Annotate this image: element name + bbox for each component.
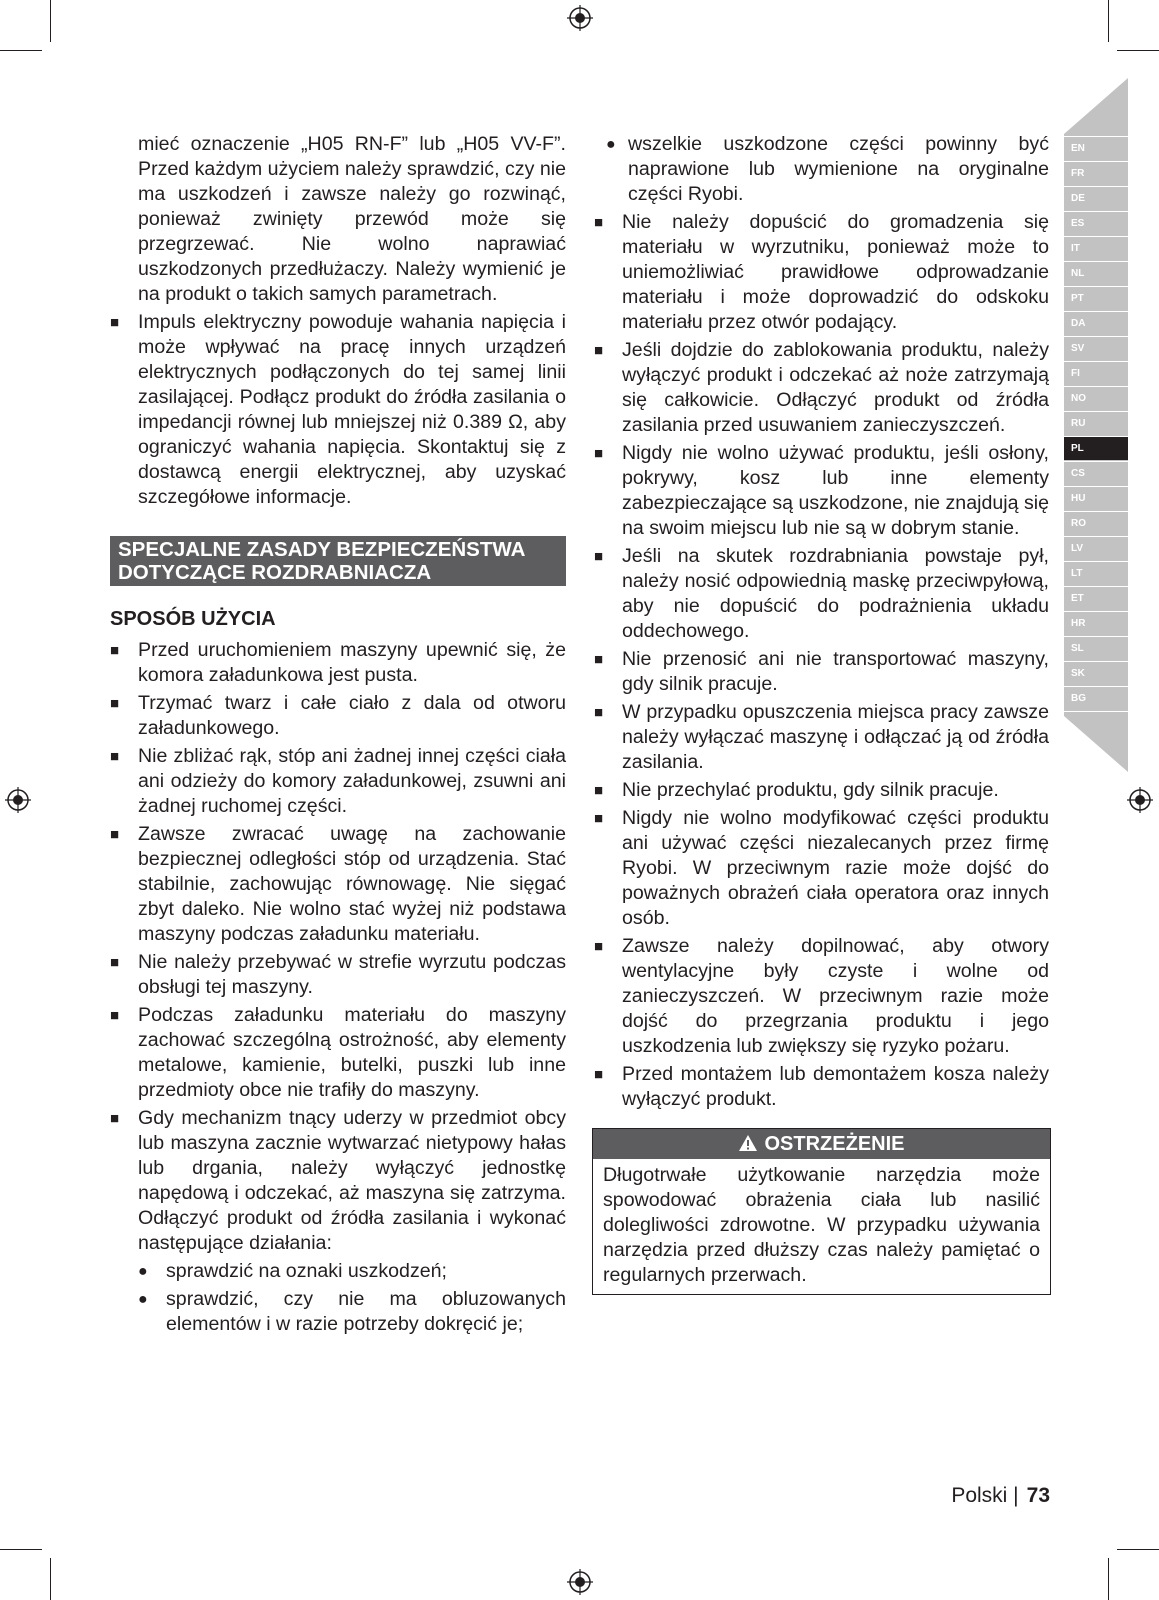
sub-list-item-text: sprawdzić na oznaki uszkodzeń; [166,1260,447,1282]
sub-list-item-text: wszelkie uszkodzone części powinny być naprawione lub wymienione na oryginalne części Ryobi. [628,133,1049,205]
crop-mark [1117,50,1159,51]
list-item-text: Nigdy nie wolno modyfikować części produktu ani używać części niezalecanych przez firmę Ryobi. W przeciwnym razie może dojść do poważnych obrażeń ciała operatora oraz innych osób. [622,807,1049,929]
list-item-text: W przypadku opuszczenia miejsca pracy zawsze należy wyłączać maszynę i odłączać ją od źródła zasilania. [622,701,1049,773]
list-item-text: Nie przechylać produktu, gdy silnik pracuje. [622,779,999,801]
list-item [110,1106,566,1256]
subheading: SPOSÓB UŻYCIA [110,608,276,630]
section-heading-line: SPECJALNE ZASADY BEZPIECZEŃSTWA [118,538,526,561]
footer-language: Polski | [951,1484,1019,1507]
lang-tab-cs[interactable]: CS [1071,468,1085,479]
lang-tab-es[interactable]: ES [1071,218,1085,229]
list-item [594,934,1049,1059]
square-bullet-icon: ■ [110,1110,120,1127]
square-bullet-icon: ■ [110,826,120,843]
crop-mark [1117,1549,1159,1550]
lang-tab-hr[interactable]: HR [1071,618,1086,629]
page-footer [830,1484,1050,1508]
lang-tab-lv[interactable]: LV [1071,543,1084,554]
square-bullet-icon: ■ [594,651,604,668]
list-item [594,441,1049,541]
registration-mark-icon [567,5,593,31]
list-item-text: Przed uruchomieniem maszyny upewnić się, że komora załadunkowa jest pusta. [138,639,566,686]
square-bullet-icon: ■ [110,642,120,659]
square-bullet-icon: ■ [594,548,604,565]
lang-tab-de[interactable]: DE [1071,193,1085,204]
list-item-text: Nigdy nie wolno używać produktu, jeśli osłony, pokrywy, kosz lub inne elementy zabezpieczające są uszkodzone, nie znajdują się na swoim miejscu lub nie są w dobrym stanie. [622,442,1049,539]
page-number: 73 [1026,1484,1050,1507]
lang-tab-fr[interactable]: FR [1071,168,1085,179]
square-bullet-icon: ■ [110,695,120,712]
list-item [594,544,1049,644]
list-item [594,647,1049,697]
list-item-text: Impuls elektryczny powoduje wahania napięcia i może wpływać na pracę innych urządzeń elektrycznych podłączonych do tej samej linii zasilającej. Podłącz produkt do źródła zasilania o impedancji równej lub mniejszej niż 0.389 Ω, aby ograniczyć wahania napięcia. Skontaktuj się z dostawcą energii elektrycznej, aby uzyskać szczegółowe informacje. [138,311,566,508]
square-bullet-icon: ■ [594,342,604,359]
list-item [110,638,566,688]
registration-mark-icon [5,787,31,813]
sub-list-item [110,1259,566,1284]
list-item-text: Podczas załadunku materiału do maszyny zachować szczególną ostrożność, aby elementy metalowe, kamienie, butelki, puszki lub inne przedmioty obce nie trafiły do maszyny. [138,1004,566,1101]
lang-tab-no[interactable]: NO [1071,393,1086,404]
list-item [110,822,566,947]
list-item [594,778,1049,803]
lang-tab-ru[interactable]: RU [1071,418,1086,429]
list-item-text: Gdy mechanizm tnący uderzy w przedmiot obcy lub maszyna zacznie wytwarzać nietypowy hałas lub drgania, należy wyłączyć jednostkę napędową i odczekać, aż maszyna się zatrzyma. Odłączyć produkt od źródła zasilania i wykonać następujące działania: [138,1107,566,1254]
square-bullet-icon: ■ [594,938,604,955]
list-item [110,310,566,510]
lang-tab-sv[interactable]: SV [1071,343,1085,354]
square-bullet-icon: ■ [110,748,120,765]
list-item-text: Nie należy przebywać w strefie wyrzutu podczas obsługi tej maszyny. [138,951,566,998]
list-item [594,700,1049,775]
lang-tab-sl[interactable]: SL [1071,643,1084,654]
lang-tab-bg[interactable]: BG [1071,693,1086,704]
crop-mark [0,50,42,51]
square-bullet-icon: ■ [594,704,604,721]
square-bullet-icon: ■ [594,1066,604,1083]
square-bullet-icon: ■ [110,1007,120,1024]
section-heading [110,536,566,586]
lang-tab-fi[interactable]: FI [1071,368,1080,379]
round-bullet-icon: ● [138,1263,148,1280]
list-item-text: Przed montażem lub demontażem kosza należy wyłączyć produkt. [622,1063,1049,1110]
square-bullet-icon: ■ [594,810,604,827]
lang-tab-en[interactable]: EN [1071,143,1085,154]
warning-triangle-icon [738,1134,758,1152]
list-item-text: Jeśli na skutek rozdrabniania powstaje pył, należy nosić odpowiednią maskę przeciwpyłową, aby nie dopuścić do podrażnienia układu oddechowego. [622,545,1049,642]
left-column [110,132,566,1340]
lang-tab-it[interactable]: IT [1071,243,1080,254]
square-bullet-icon: ■ [594,214,604,231]
right-column [594,132,1049,1295]
list-item-text: Jeśli dojdzie do zablokowania produktu, należy wyłączyć produkt i odczekać aż noże zatrzymają się całkowicie. Odłączyć produkt od źródła zasilania przed usuwaniem zanieczyszczeń. [622,339,1049,436]
crop-mark [1108,0,1109,42]
registration-mark-icon [567,1569,593,1595]
list-item-text: Nie należy dopuścić do gromadzenia się materiału w wyrzutniku, ponieważ może to uniemożliwiać prawidłowe odprowadzanie materiału i może doprowadzić do odskoku materiału przez otwór podający. [622,211,1049,333]
list-item [110,744,566,819]
lang-tab-pt[interactable]: PT [1071,293,1084,304]
list-item [594,338,1049,438]
square-bullet-icon: ■ [594,445,604,462]
crop-mark [0,1549,42,1550]
list-item-text: Zawsze należy dopilnować, aby otwory wentylacyjne były czyste i wolne od zanieczyszczeń. W przeciwnym razie może dojść do przegrzania produktu i jego uszkodzenia lub zwiększy się ryzyko pożaru. [622,935,1049,1057]
lang-tab-ro[interactable]: RO [1071,518,1086,529]
list-item [110,1003,566,1103]
list-item-text: Trzymać twarz i całe ciało z dala od otworu załadunkowego. [138,692,566,739]
square-bullet-icon: ■ [110,954,120,971]
sub-list-item [110,1287,566,1337]
lang-tab-nl[interactable]: NL [1071,268,1085,279]
registration-mark-icon [1127,787,1153,813]
round-bullet-icon: ● [138,1291,148,1308]
list-item [110,950,566,1000]
square-bullet-icon: ■ [594,782,604,799]
lang-tab-lt[interactable]: LT [1071,568,1083,579]
list-item-text: Nie przenosić ani nie transportować maszyny, gdy silnik pracuje. [622,648,1049,695]
list-item [594,1062,1049,1112]
warning-header [593,1129,1050,1159]
sub-list-item [594,132,1049,207]
list-item [594,210,1049,335]
crop-mark [50,0,51,42]
list-item [594,806,1049,931]
section-heading-line: DOTYCZĄCE ROZDRABNIACZA [118,561,432,584]
warning-text: Długotrwałe użytkowanie narzędzia może spowodować obrażenia ciała lub nasilić dolegliwości zdrowotne. W przypadku używania narzędzia przed dłuższy czas należy pamiętać o regularnych przerwach. [603,1164,1040,1286]
lang-tab-hu[interactable]: HU [1071,493,1086,504]
language-tab-dividers [1064,136,1128,712]
extension-cord-paragraph: mieć oznaczenie „H05 RN-F” lub „H05 VV-F”. Przed każdym użyciem należy sprawdzić, czy nie ma uszkodzeń i zawsze należy go rozwinąć, ponieważ zwinięty przewód może się przegrzewać. Nie wolno naprawiać uszkodzonych przedłużaczy. Należy wymienić je na produkt o takich samych parametrach. [138,133,566,305]
lang-tab-da[interactable]: DA [1071,318,1086,329]
lang-tab-et[interactable]: ET [1071,593,1084,604]
list-item [110,691,566,741]
lang-tab-pl[interactable]: PL [1064,437,1128,460]
warning-box [592,1128,1051,1295]
lang-tab-sk[interactable]: SK [1071,668,1085,679]
sub-list-item-text: sprawdzić, czy nie ma obluzowanych elementów i w razie potrzeby dokręcić je; [166,1288,566,1335]
square-bullet-icon: ■ [110,314,120,331]
warning-title: OSTRZEŻENIE [764,1133,905,1155]
list-item-text: Nie zbliżać rąk, stóp ani żadnej innej części ciała ani odzieży do komory załadunkowej, zsuwni ani żadnej ruchomej części. [138,745,566,817]
crop-mark [50,1558,51,1600]
round-bullet-icon: ● [606,136,616,153]
list-item-text: Zawsze zwracać uwagę na zachowanie bezpiecznej odległości stóp od urządzenia. Stać stabilnie, zachowując równowagę. Nie sięgać zbyt daleko. Nie wolno stać wyżej niż podstawa maszyny podczas załadunku materiału. [138,823,566,945]
crop-mark [1108,1558,1109,1600]
